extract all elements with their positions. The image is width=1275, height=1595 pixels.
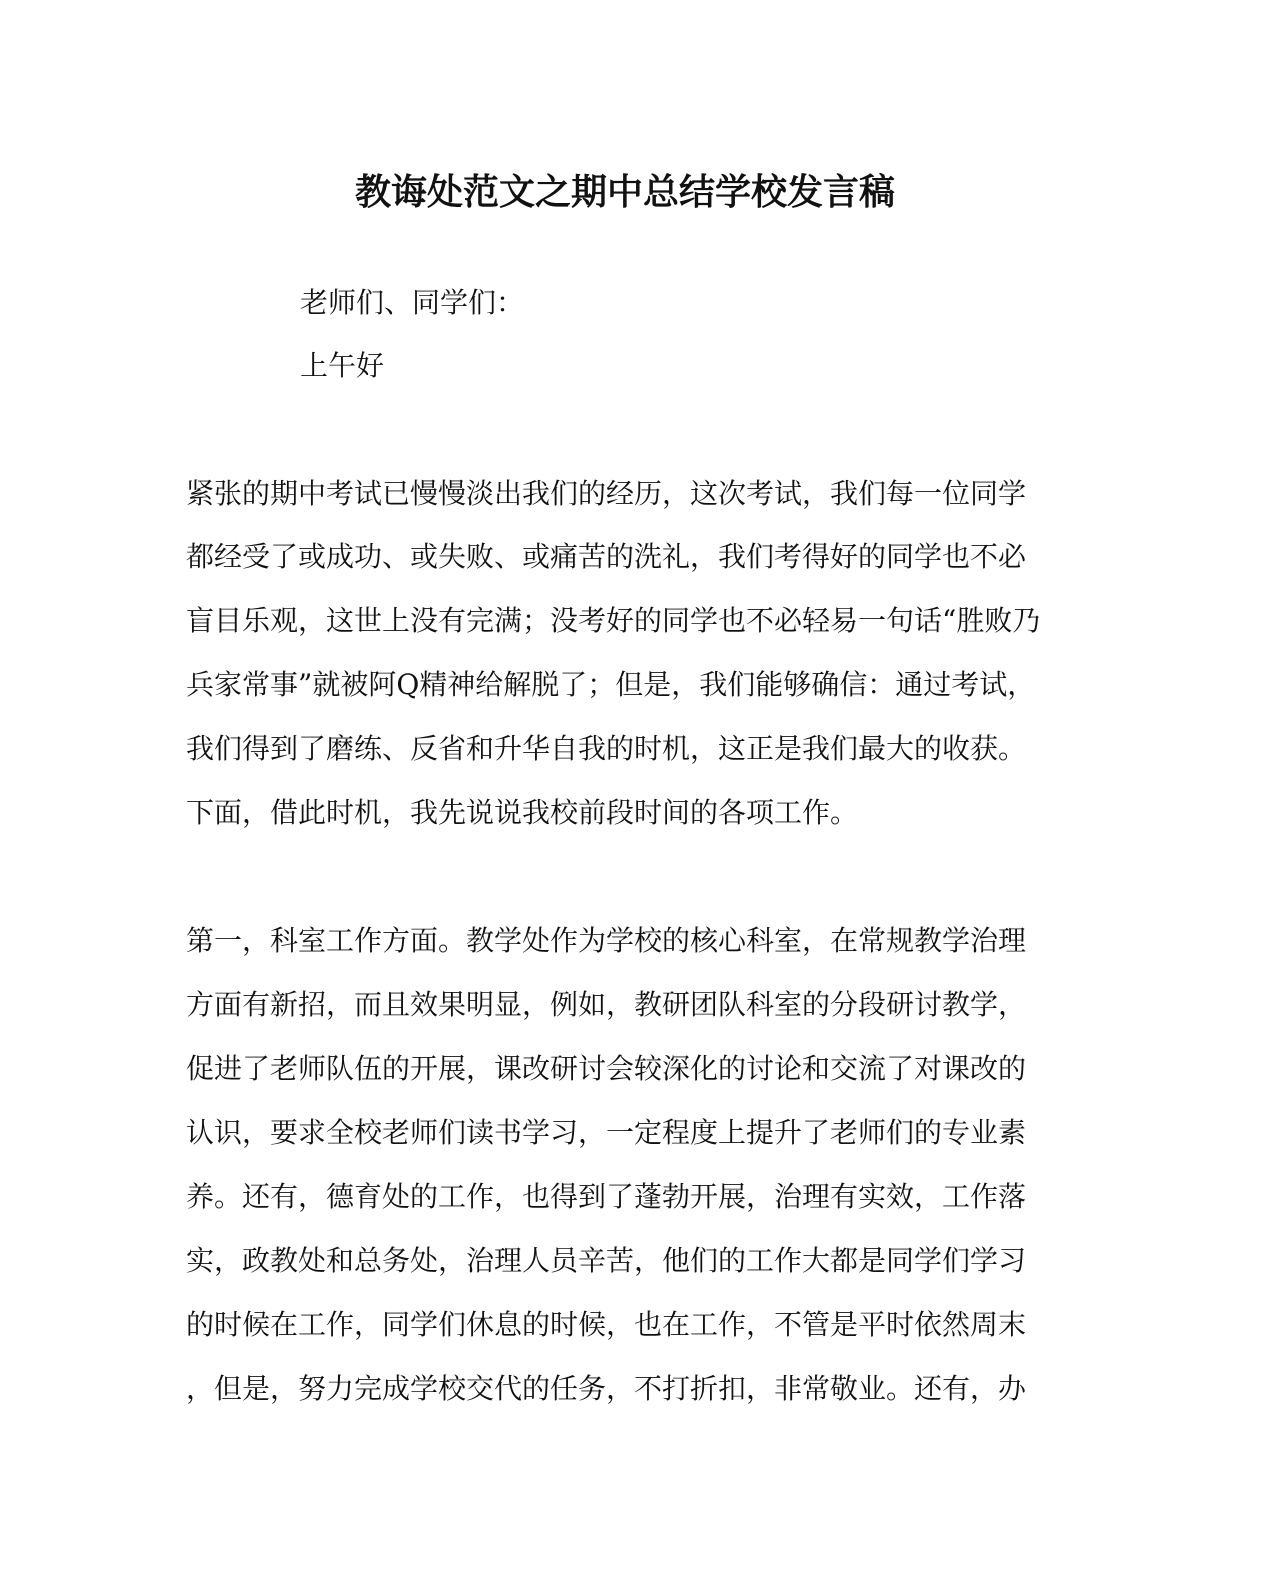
document-title: 教诲处范文之期中总结学校发言稿 bbox=[354, 171, 895, 213]
paragraph-1-line: 紧张的期中考试已慢慢淡出我们的经历，这次考试，我们每一位同学 bbox=[186, 477, 1027, 510]
paragraph-1-line: 下面，借此时机，我先说说我校前段时间的各项工作。 bbox=[186, 796, 859, 829]
paragraph-1-line: 兵家常事”就被阿Q精神给解脱了；但是，我们能够确信：通过考试， bbox=[186, 668, 1036, 701]
paragraph-2-line: ，但是，努力完成学校交代的任务，不打折扣，非常敬业。还有，办 bbox=[186, 1372, 1027, 1405]
paragraph-1-line: 盲目乐观，这世上没有完满；没考好的同学也不必轻易一句话“胜败乃 bbox=[186, 604, 1041, 637]
paragraph-1-line: 都经受了或成功、或失败、或痛苦的洗礼，我们考得好的同学也不必 bbox=[186, 540, 1027, 573]
salutation-line: 老师们、同学们： bbox=[300, 286, 525, 319]
greeting-line: 上午好 bbox=[300, 349, 385, 382]
paragraph-2-line: 的时候在工作，同学们休息的时候，也在工作，不管是平时依然周末 bbox=[186, 1308, 1027, 1341]
paragraph-2-line: 第一，科室工作方面。教学处作为学校的核心科室，在常规教学治理 bbox=[186, 924, 1027, 957]
paragraph-2-line: 实，政教处和总务处，治理人员辛苦，他们的工作大都是同学们学习 bbox=[186, 1244, 1027, 1277]
paragraph-1-line: 我们得到了磨练、反省和升华自我的时机，这正是我们最大的收获。 bbox=[186, 732, 1027, 765]
paragraph-2-line: 认识，要求全校老师们读书学习，一定程度上提升了老师们的专业素 bbox=[186, 1116, 1027, 1149]
paragraph-2-line: 方面有新招，而且效果明显，例如，教研团队科室的分段研讨教学， bbox=[186, 988, 1027, 1021]
paragraph-2-line: 促进了老师队伍的开展，课改研讨会较深化的讨论和交流了对课改的 bbox=[186, 1052, 1027, 1085]
paragraph-2-line: 养。还有，德育处的工作，也得到了蓬勃开展，治理有实效，工作落 bbox=[186, 1180, 1027, 1213]
